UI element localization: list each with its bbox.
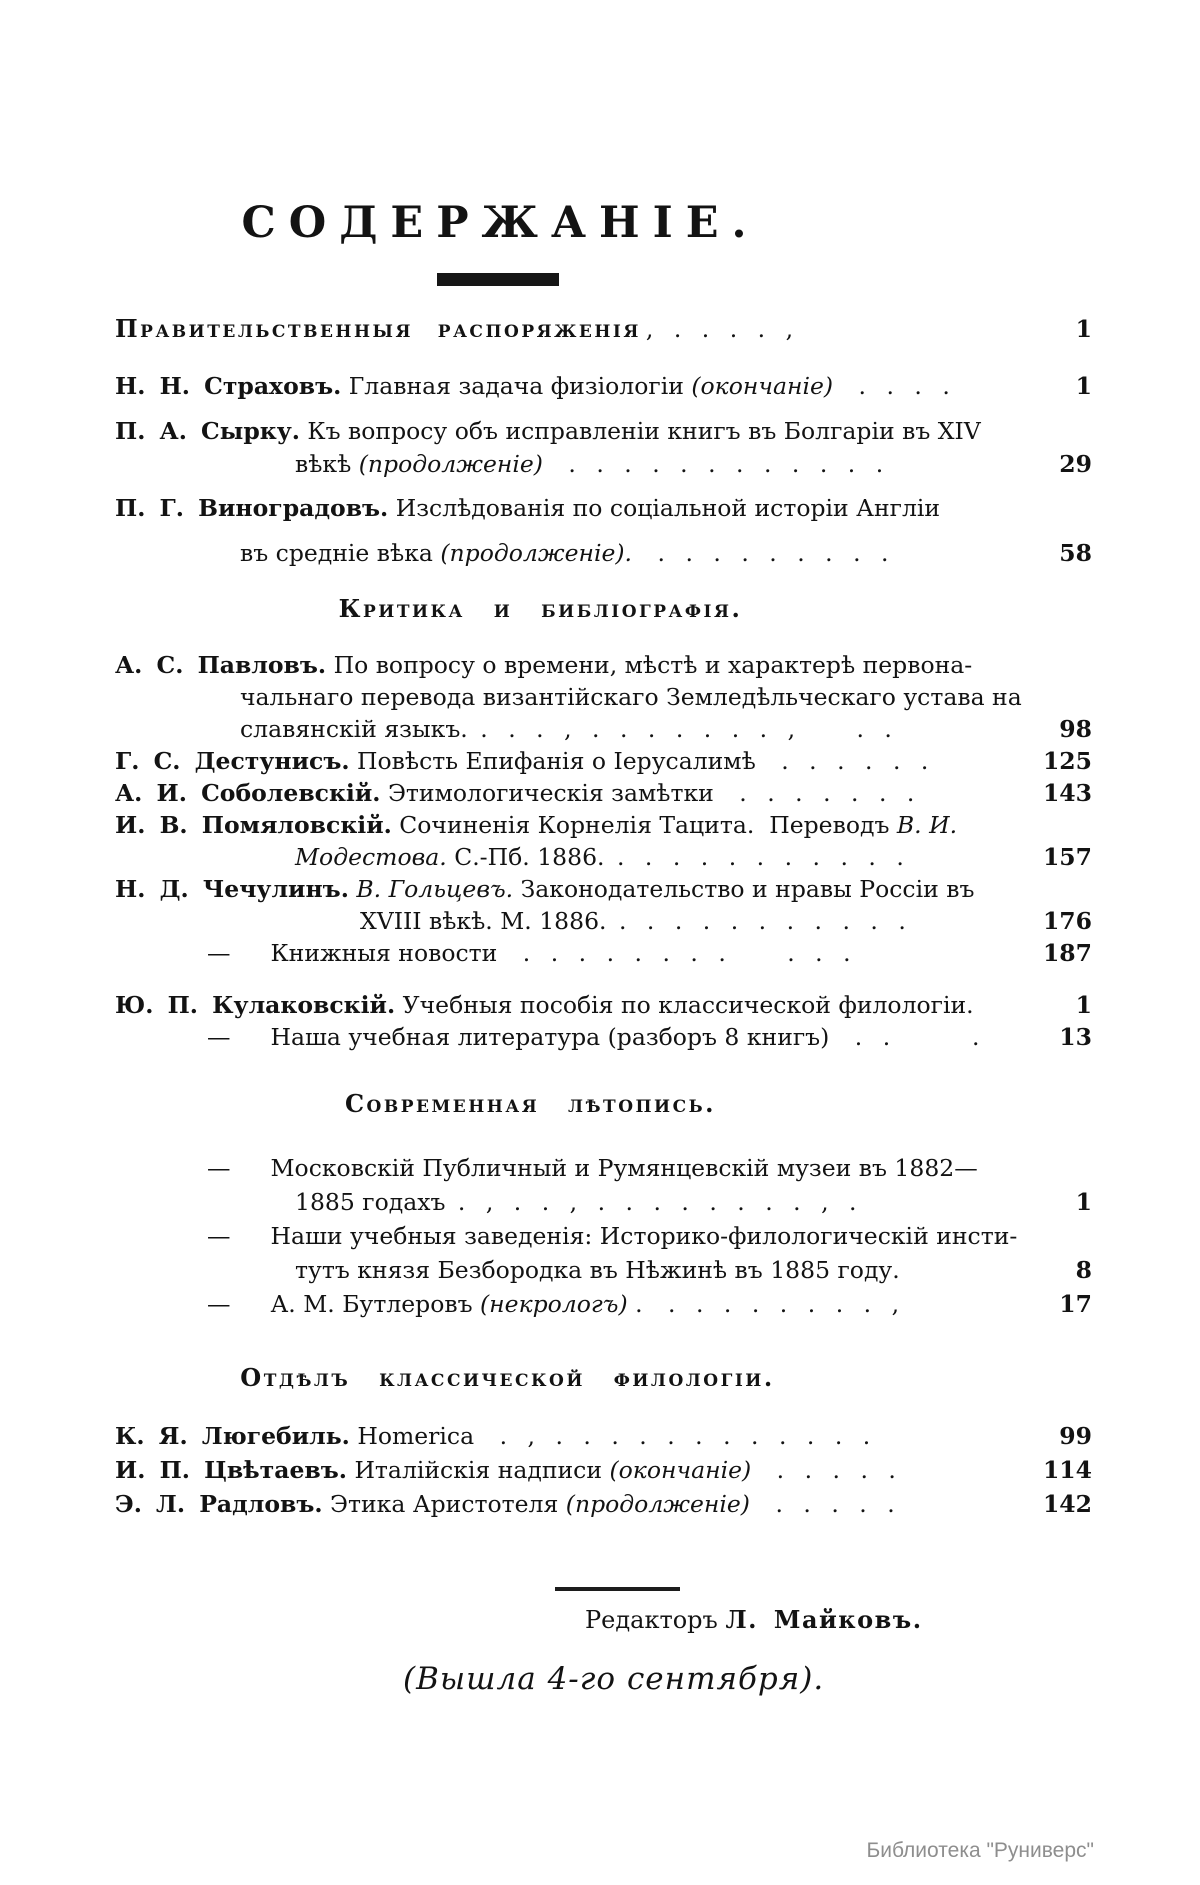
entry-author: Э. Л. Радловъ. xyxy=(115,1490,323,1518)
entry-author: А. И. Соболевскій. xyxy=(115,779,381,807)
entry-page-number: 98 xyxy=(1059,715,1092,743)
entry-author: И. П. Цвѣтаевъ. xyxy=(115,1456,347,1484)
title-divider-bar xyxy=(437,273,559,286)
toc-entry xyxy=(115,1287,1092,1321)
entry-text: Повѣсть Епифанія о Іерусалимѣ xyxy=(349,747,756,775)
entry-page-number: 143 xyxy=(1042,779,1092,807)
entry-author: П. Г. Виноградовъ. xyxy=(115,494,389,522)
entry-text: тутъ князя Безбородка въ Нѣжинѣ въ 1885 году. xyxy=(295,1256,900,1284)
entry-page-number: 58 xyxy=(1059,539,1092,567)
entry-italic: (окончаніе) xyxy=(609,1456,752,1484)
toc-entry xyxy=(115,777,1092,809)
release-note: (Вышла 4-го сентября). xyxy=(403,1661,825,1697)
entry-page-number: 29 xyxy=(1059,450,1092,478)
entry-text: Наша учебная литература (разборъ 8 книгъ) xyxy=(270,1023,830,1051)
entry-page-number: 176 xyxy=(1042,907,1092,935)
entry-page-number: 125 xyxy=(1042,747,1092,775)
toc-entry-continuation xyxy=(115,1185,1092,1219)
section-criticism xyxy=(115,649,1092,1053)
same-author-dash: — xyxy=(207,939,231,967)
dot-leader: . , . . . . . . . . . . . . xyxy=(479,1422,871,1450)
dot-leader: . . . . . . . . , xyxy=(647,1290,900,1318)
entry-italic: (продолженіе) xyxy=(565,1490,750,1518)
toc-entry xyxy=(115,492,1092,525)
entry-text: славянскій языкъ. xyxy=(240,715,476,743)
toc-entry xyxy=(115,415,1092,448)
entry-text: Наши учебныя заведенія: Историко-филологическій инсти- xyxy=(270,1222,1018,1250)
entry-author: Н. Д. Чечулинъ. xyxy=(115,875,349,903)
entry-page-number: 13 xyxy=(1059,1023,1092,1051)
entry-italic: (продолженіе) xyxy=(358,450,543,478)
toc-entry-continuation xyxy=(115,448,1092,481)
toc-entry xyxy=(115,1419,1092,1453)
entry-text: вѣкѣ xyxy=(295,450,359,478)
entry-italic: В. И. xyxy=(896,811,958,839)
dot-leader: . , . . , . . . . . . . . , . xyxy=(457,1188,857,1216)
entry-text: Этимологическія замѣтки xyxy=(380,779,714,807)
dot-leader: . . . . . xyxy=(756,1456,896,1484)
entry-italic: (продолженіе). xyxy=(440,539,633,567)
entry-page-number: 1 xyxy=(1075,372,1092,400)
entry-text: Къ вопросу объ исправленіи книгъ въ Болгаріи въ XIV xyxy=(299,417,981,445)
entry-text: А. М. Бутлеровъ xyxy=(270,1290,481,1318)
entry-page-number: 1 xyxy=(1075,315,1092,343)
dot-leader: . . . . . . . . . . . xyxy=(616,843,904,871)
entry-author: Ю. П. Кулаковскій. xyxy=(115,991,396,1019)
dot-leader: , . . . . , xyxy=(645,315,794,343)
toc-entry-continuation xyxy=(115,537,1092,570)
entry-page-number: 142 xyxy=(1042,1490,1092,1518)
editor-name: Л. Майковъ. xyxy=(725,1605,923,1634)
section-heading-chronicle: Современная лѣтопись. xyxy=(344,1089,717,1118)
dot-leader: . . . . . . . . . . . . xyxy=(547,450,884,478)
entry-text: Законодательство и нравы Россіи въ xyxy=(513,875,975,903)
toc-entry xyxy=(115,312,1092,346)
toc-entry xyxy=(115,873,1092,905)
same-author-dash: — xyxy=(207,1023,231,1051)
toc-entry xyxy=(115,809,1092,841)
entry-text: Италійскія надписи xyxy=(346,1456,610,1484)
entry-text: въ средніе вѣка xyxy=(240,539,441,567)
dot-leader: . . . . . . xyxy=(760,747,929,775)
toc-entry xyxy=(115,1487,1092,1521)
toc-entry xyxy=(115,649,1092,681)
entry-author: К. Я. Люгебиль. xyxy=(115,1422,350,1450)
dot-leader: . . . . . . . . . xyxy=(637,539,889,567)
entry-text: Homerica xyxy=(349,1422,475,1450)
toc-entry xyxy=(115,989,1092,1021)
editor-label: Редакторъ xyxy=(585,1606,726,1634)
entry-page-number: 1 xyxy=(1075,1188,1092,1216)
entry-text: 1885 годахъ xyxy=(295,1188,453,1216)
dot-leader: . . . , . . . . . . . , . . xyxy=(480,715,892,743)
entry-author: Г. С. Дестунисъ. xyxy=(115,747,350,775)
entry-author: И. В. Помяловскій. xyxy=(115,811,392,839)
toc-entry xyxy=(115,1453,1092,1487)
dot-leader: . . . . . . . . . . . xyxy=(618,907,906,935)
same-author-dash: — xyxy=(207,1290,231,1318)
editor-line xyxy=(585,1603,1092,1637)
entry-text: Правительственныя распоряженія xyxy=(115,314,641,343)
entry-text: Московскій Публичный и Румянцевскій музеи въ 1882— xyxy=(270,1154,978,1182)
entry-text: чальнаго перевода византійскаго Земледѣльческаго устава на xyxy=(240,683,1022,711)
entry-text: По вопросу о времени, мѣстѣ и характерѣ первона- xyxy=(326,651,973,679)
entry-italic-lead: Модестова. xyxy=(295,843,447,871)
toc-entry-continuation xyxy=(115,681,1092,713)
dot-leader: . . . . . . . . . . . xyxy=(502,939,851,967)
toc-entry xyxy=(115,937,1092,969)
entry-text: Сочиненія Корнелія Тацита. Переводъ xyxy=(391,811,897,839)
toc-entry xyxy=(115,1151,1092,1185)
entry-italic: (некрологъ) xyxy=(480,1290,628,1318)
entry-italic-lead: В. Гольцевъ. xyxy=(348,875,514,903)
dot-leader: . . . . xyxy=(838,372,950,400)
entry-text: XVIII вѣкѣ. М. 1886. xyxy=(360,907,614,935)
section-heading-criticism: Критика и библіографія. xyxy=(338,594,743,623)
entry-text: С.-Пб. 1886. xyxy=(446,843,612,871)
toc-entry-continuation xyxy=(115,905,1092,937)
page-title: СОДЕРЖАНІЕ. xyxy=(241,198,760,248)
entry-author: А. С. Павловъ. xyxy=(115,651,327,679)
same-author-dash: — xyxy=(207,1154,231,1182)
entry-page-number: 1 xyxy=(1075,991,1092,1019)
entry-page-number: 187 xyxy=(1042,939,1092,967)
entry-italic: (окончаніе) xyxy=(691,372,834,400)
section-classical-philology xyxy=(115,1419,1092,1521)
same-author-dash: — xyxy=(207,1222,231,1250)
toc-entry xyxy=(115,745,1092,777)
toc-entry-continuation xyxy=(115,1253,1092,1287)
entry-page-number: 99 xyxy=(1059,1422,1092,1450)
entry-author: Н. Н. Страховъ. xyxy=(115,372,342,400)
entry-text: Главная задача физіологіи xyxy=(341,372,692,400)
entry-page-number: 8 xyxy=(1075,1256,1092,1284)
toc-entry xyxy=(115,1021,1092,1053)
entry-page-number: 17 xyxy=(1059,1290,1092,1318)
dot-leader: . . . . . xyxy=(754,1490,895,1518)
toc-entry-continuation xyxy=(115,841,1092,873)
library-watermark: Библиотека "Руниверс" xyxy=(866,1839,1094,1862)
entry-page-number: 114 xyxy=(1042,1456,1092,1484)
toc-entry xyxy=(115,370,1092,403)
section-chronicle xyxy=(115,1151,1092,1321)
entry-text: Этика Аристотеля xyxy=(322,1490,566,1518)
entry-text: Книжныя новости xyxy=(270,939,498,967)
section-heading-classical-philology: Отдѣлъ классической филологіи. xyxy=(240,1363,775,1392)
toc-entry-continuation xyxy=(115,713,1092,745)
toc-entry xyxy=(115,1219,1092,1253)
entry-author: П. А. Сырку. xyxy=(115,417,300,445)
entry-text: Учебныя пособія по классической филологіи. xyxy=(395,991,974,1019)
entry-page-number: 157 xyxy=(1042,843,1092,871)
dot-leader: . . . xyxy=(834,1023,980,1051)
footer-rule xyxy=(555,1587,680,1591)
entry-text: Изслѣдованія по соціальной исторіи Англіи xyxy=(388,494,941,522)
dot-leader: . . . . . . . xyxy=(718,779,915,807)
entry-text-post: . xyxy=(627,1290,643,1318)
